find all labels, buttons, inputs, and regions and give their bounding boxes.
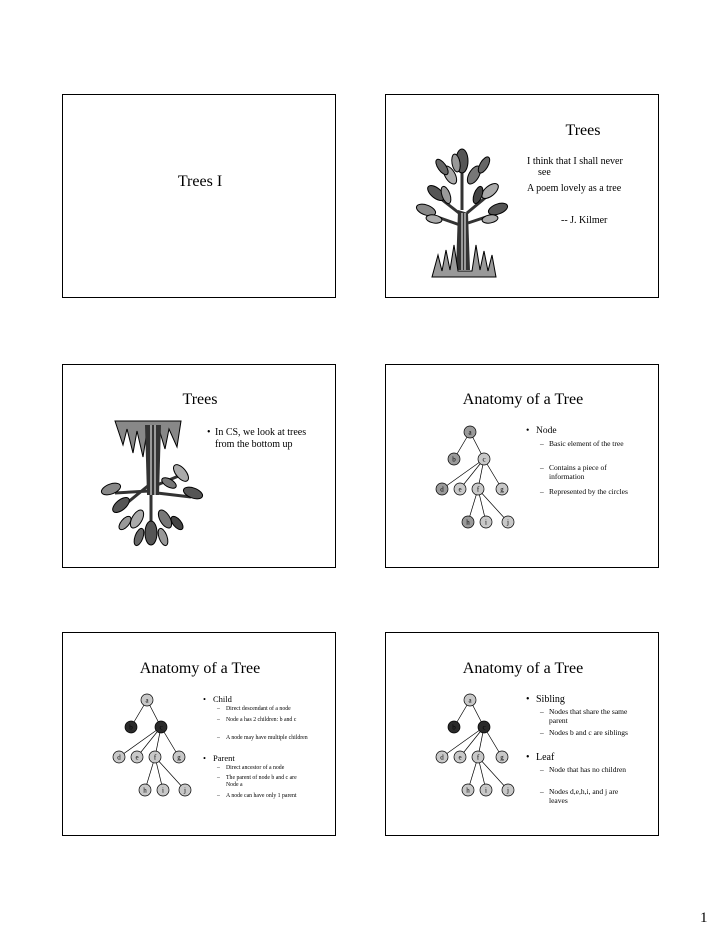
sub-bullet: – Direct ancestor of a node	[217, 765, 285, 771]
dash-marker: –	[540, 787, 544, 796]
node-label: e	[458, 753, 462, 762]
dash-marker: –	[540, 765, 544, 774]
tree-node-a	[464, 426, 476, 438]
tree-clipart	[386, 95, 659, 298]
bullet-marker: •	[526, 752, 530, 763]
sub-bullet: – Direct descendant of a node	[217, 706, 291, 712]
dash-marker: –	[217, 717, 220, 723]
node-label: a	[145, 696, 149, 705]
node-label: j	[507, 786, 509, 795]
node-label: c	[482, 723, 486, 732]
tree-node-i	[480, 516, 492, 528]
tree-node-e	[454, 483, 466, 495]
tree-node-b	[448, 721, 460, 733]
tree-node-c	[155, 721, 167, 733]
node-label: f	[153, 753, 157, 762]
node-label: j	[184, 786, 186, 795]
tree-node-h	[462, 516, 474, 528]
sub-bullet: – A node may have multiple children	[217, 735, 308, 741]
bullet-label: Sibling	[536, 694, 565, 705]
sub-bullet: – Basic element of the tree	[540, 439, 624, 448]
tree-node-j	[179, 784, 191, 796]
tree-node-c	[478, 721, 490, 733]
bullet-text	[207, 427, 327, 451]
tree-node-f	[472, 483, 484, 495]
bullet-label: Node	[536, 426, 557, 436]
tree-node-d	[113, 751, 125, 763]
tree-node-d	[436, 483, 448, 495]
upside-down-tree-clipart	[63, 365, 336, 568]
slide-3	[62, 364, 336, 568]
poem-line-2: A poem lovely as a tree	[527, 183, 622, 194]
tree-node-i	[157, 784, 169, 796]
node-label: g	[500, 753, 504, 762]
tree-node-b	[125, 721, 137, 733]
tree-node-i	[480, 784, 492, 796]
tree-node-g	[173, 751, 185, 763]
dash-marker: –	[540, 439, 544, 448]
slide-5	[62, 632, 336, 836]
tree-node-h	[462, 784, 474, 796]
node-label: c	[159, 723, 163, 732]
node-label: h	[143, 786, 147, 795]
sub-bullet: – Represented by the circles	[540, 487, 628, 496]
dash-marker: –	[540, 487, 544, 496]
slide-4	[385, 364, 659, 568]
node-label: i	[162, 786, 164, 795]
bullet-marker: •	[203, 694, 206, 704]
bullet-node	[526, 426, 557, 437]
sub-bullet: – A node can have only 1 parent	[217, 793, 297, 799]
tree-node-e	[454, 751, 466, 763]
node-label: f	[476, 485, 480, 494]
tree-node-g	[496, 751, 508, 763]
sub-bullet: – Node that has no children	[540, 765, 627, 774]
bullet-label: Child	[213, 694, 232, 704]
bullet-leaf	[526, 752, 555, 763]
node-label: b	[129, 723, 133, 732]
sub-bullet: – Node a has 2 children: b and c	[217, 717, 297, 723]
poem-author: -- J. Kilmer	[561, 215, 608, 226]
bullet-sibling	[526, 694, 565, 705]
slide-2	[385, 94, 659, 298]
node-label: e	[135, 753, 139, 762]
node-label: a	[468, 428, 472, 437]
tree-node-a	[464, 694, 476, 706]
node-label: j	[507, 518, 509, 527]
slide-title: Trees	[182, 391, 218, 408]
slide-6	[385, 632, 659, 836]
tree-node-g	[496, 483, 508, 495]
node-label: h	[466, 786, 470, 795]
tree-node-f	[472, 751, 484, 763]
dash-marker: –	[217, 735, 220, 741]
dash-marker: –	[540, 463, 544, 472]
tree-node-h	[139, 784, 151, 796]
node-label: d	[440, 753, 444, 762]
dash-marker: –	[217, 765, 220, 771]
bullet-parent	[203, 753, 235, 764]
page-number: 1	[700, 910, 708, 926]
poem-line-1-cont: see	[538, 167, 551, 178]
bullet-marker: •	[526, 426, 530, 436]
node-label: d	[117, 753, 121, 762]
inverted-tree-icon	[100, 421, 204, 547]
bullet-label: In CS, we look at trees from the bottom up	[215, 427, 307, 450]
bullet-marker: •	[207, 427, 211, 438]
tree-node-j	[502, 784, 514, 796]
tree-node-b	[448, 453, 460, 465]
dash-marker: –	[540, 728, 544, 737]
sub-bullet: – Nodes d,e,h,i, and j are leaves	[540, 787, 619, 805]
sub-bullet: – The parent of node b and c are Node a	[217, 775, 297, 788]
slide-title: Anatomy of a Tree	[462, 660, 584, 677]
node-label: c	[482, 455, 486, 464]
dash-marker: –	[217, 793, 220, 799]
tree-node-a	[141, 694, 153, 706]
node-label: f	[476, 753, 480, 762]
sub-bullet: – Nodes that share the same parent	[540, 707, 628, 725]
tree-node-d	[436, 751, 448, 763]
node-label: h	[466, 518, 470, 527]
tree-icon	[415, 149, 509, 277]
bullet-marker: •	[203, 753, 206, 763]
dash-marker: –	[217, 706, 220, 712]
node-label: e	[458, 485, 462, 494]
tree-node-f	[149, 751, 161, 763]
slide-title: Trees I	[177, 173, 223, 190]
dash-marker: –	[217, 775, 220, 781]
node-label: d	[440, 485, 444, 494]
node-label: i	[485, 518, 487, 527]
tree-node-e	[131, 751, 143, 763]
node-label: i	[485, 786, 487, 795]
bullet-label: Leaf	[536, 752, 555, 763]
node-label: b	[452, 455, 456, 464]
slide-title: Trees	[565, 122, 601, 139]
node-label: g	[500, 485, 504, 494]
tree-node-j	[502, 516, 514, 528]
slide-title: Anatomy of a Tree	[462, 391, 584, 408]
sub-bullet: – Nodes b and c are siblings	[540, 728, 628, 737]
bullet-child	[203, 694, 232, 705]
tree-node-c	[478, 453, 490, 465]
poem-line-1: I think that I shall never	[527, 156, 623, 167]
node-label: a	[468, 696, 472, 705]
slide-title: Anatomy of a Tree	[139, 660, 261, 677]
node-label: g	[177, 753, 181, 762]
slide-1	[62, 94, 336, 298]
bullet-label: Parent	[213, 753, 235, 763]
node-label: b	[452, 723, 456, 732]
bullet-marker: •	[526, 694, 530, 705]
dash-marker: –	[540, 707, 544, 716]
sub-bullet: – Contains a piece of information	[540, 463, 607, 481]
